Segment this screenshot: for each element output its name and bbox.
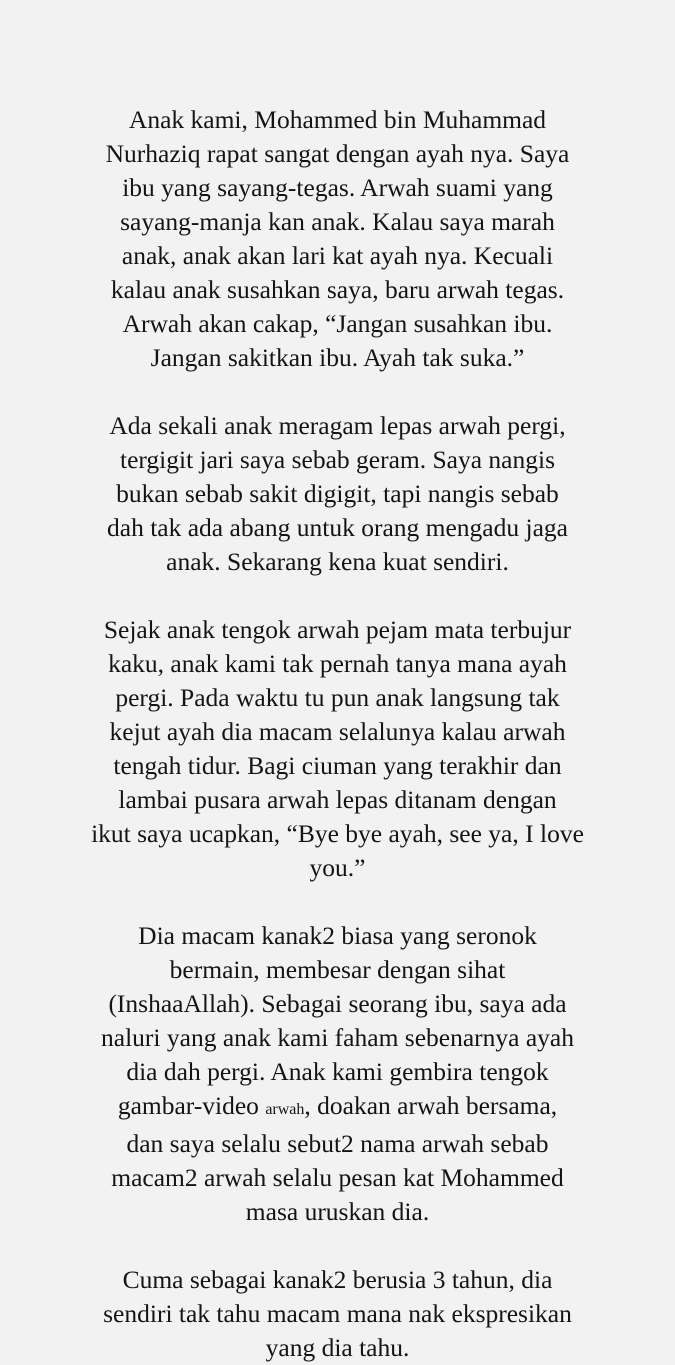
text-line: dah tak ada abang untuk orang mengadu jaga <box>107 513 568 542</box>
text-line: pergi. Pada waktu tu pun anak langsung tak <box>115 683 560 712</box>
text-line: Arwah akan cakap, “Jangan susahkan ibu. <box>122 309 553 338</box>
text-line: you.” <box>309 853 366 882</box>
text-line: Cuma sebagai kanak2 berusia 3 tahun, dia <box>122 1265 553 1294</box>
text-line: sayang-manja kan anak. Kalau saya marah <box>120 207 555 236</box>
text-line: masa uruskan dia. <box>245 1197 430 1226</box>
text-line: kejut ayah dia macam selalunya kalau arwah <box>109 717 566 746</box>
text-line: Sejak anak tengok arwah pejam mata terbujur <box>103 615 572 644</box>
small-text-segment: arwah <box>265 1101 305 1118</box>
text-line: kaku, anak kami tak pernah tanya mana ayah <box>108 649 567 678</box>
text-line: anak, anak akan lari kat ayah nya. Kecuali <box>121 241 554 270</box>
text-line: Ada sekali anak meragam lepas arwah pergi, <box>109 411 566 440</box>
text-line: ibu yang sayang-tegas. Arwah suami yang <box>122 173 553 202</box>
text-line: Anak kami, Mohammed bin Muhammad <box>128 105 547 134</box>
text-line: dan saya selalu sebut2 nama arwah sebab <box>126 1129 549 1158</box>
text-line: tergigit jari saya sebab geram. Saya nangis <box>119 445 556 474</box>
text-line: lambai pusara arwah lepas ditanam dengan <box>118 785 557 814</box>
text-line: bukan sebab sakit digigit, tapi nangis sebab <box>116 479 559 508</box>
text-line: naluri yang anak kami faham sebenarnya ayah <box>101 1023 574 1052</box>
text-line: ikut saya ucapkan, “Bye bye ayah, see ya, I love <box>91 819 584 848</box>
paragraph-3 <box>40 613 635 885</box>
paragraph-5 <box>40 1263 635 1365</box>
story-text <box>40 103 635 1365</box>
paragraph-2 <box>40 409 635 579</box>
text-segment: , doakan arwah bersama, <box>304 1091 558 1120</box>
text-line: yang dia tahu. <box>265 1333 410 1362</box>
paragraph-1 <box>40 103 635 375</box>
text-line: sendiri tak tahu macam mana nak ekspresikan <box>103 1299 572 1328</box>
text-line: Dia macam kanak2 biasa yang seronok <box>138 921 537 950</box>
text-line: Jangan sakitkan ibu. Ayah tak suka.” <box>150 343 525 372</box>
text-line <box>40 1089 635 1127</box>
paragraph-4 <box>40 919 635 1229</box>
text-line: bermain, membesar dengan sihat <box>169 955 506 984</box>
text-segment: gambar-video <box>117 1091 266 1120</box>
text-line: dia dah pergi. Anak kami gembira tengok <box>126 1057 549 1086</box>
text-line: (InshaaAllah). Sebagai seorang ibu, saya ada <box>108 989 567 1018</box>
text-line: macam2 arwah selalu pesan kat Mohammed <box>111 1163 564 1192</box>
text-line: tengah tidur. Bagi ciuman yang terakhir dan <box>113 751 562 780</box>
text-line: Nurhaziq rapat sangat dengan ayah nya. Saya <box>105 139 570 168</box>
text-line: anak. Sekarang kena kuat sendiri. <box>166 547 509 576</box>
text-line: kalau anak susahkan saya, baru arwah tegas. <box>110 275 565 304</box>
